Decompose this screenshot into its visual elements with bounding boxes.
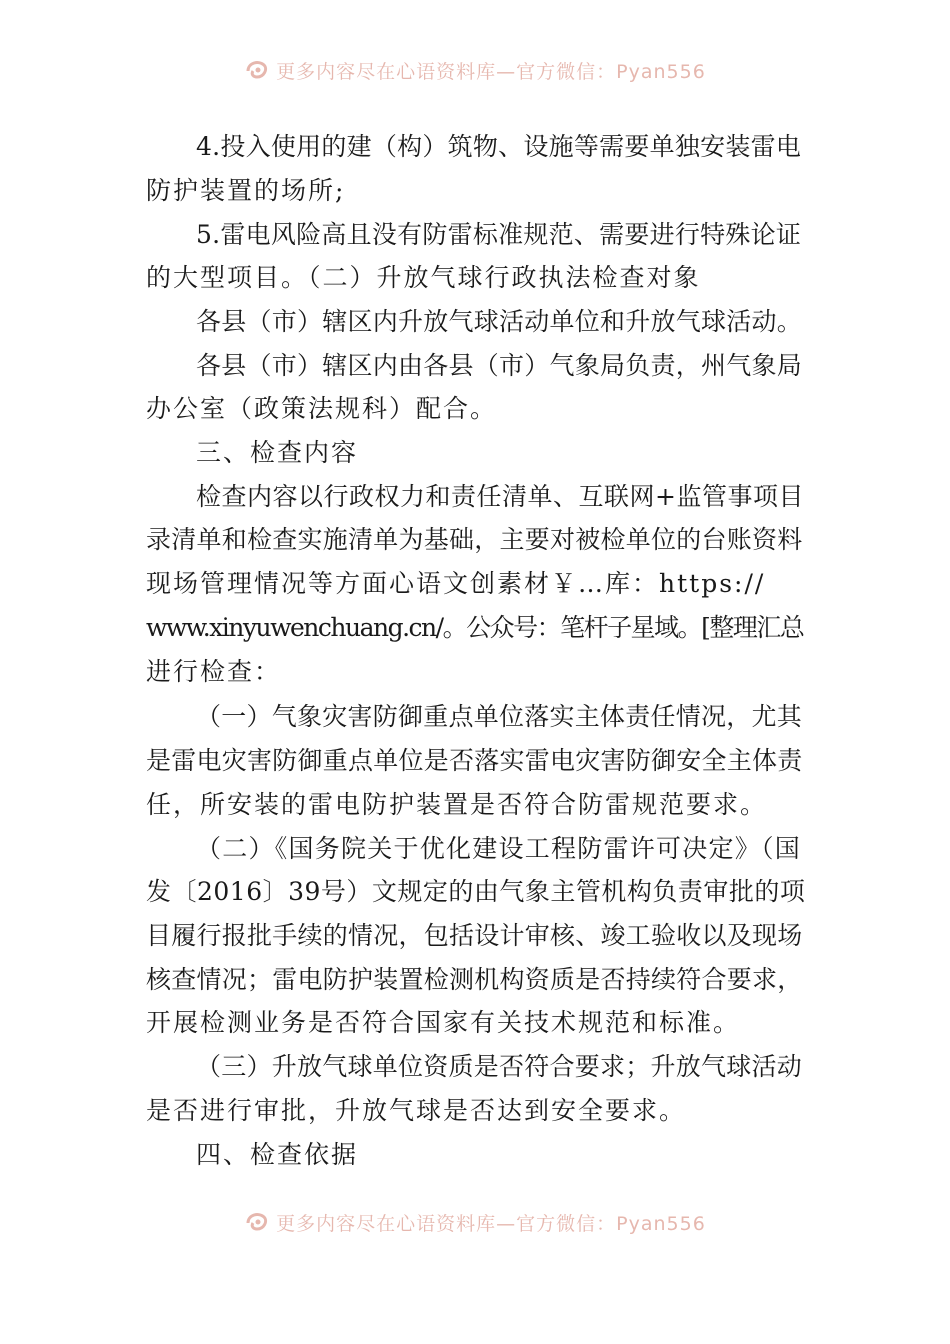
text-line: 各县（市）辖区内升放气球活动单位和升放气球活动。	[196, 307, 803, 336]
section-heading: 三、检查内容	[196, 438, 359, 467]
watermark-header	[0, 50, 950, 90]
text-line: 防护装置的场所;	[146, 176, 346, 205]
text-line: 录清单和检查实施清单为基础，主要对被检单位的台账资料	[146, 525, 803, 554]
text-line: （二）《国务院关于优化建设工程防雷许可决定》（国	[196, 834, 802, 863]
text-line: 核查情况；雷电防护装置检测机构资质是否持续符合要求，	[146, 965, 803, 994]
brand-logo-icon	[244, 1209, 270, 1235]
text-line: 发〔2016〕39号）文规定的由气象主管机构负责审批的项	[146, 877, 806, 906]
text-line: 检查内容以行政权力和责任清单、互联网+监管事项目	[196, 482, 804, 511]
text-line: （三）升放气球单位资质是否符合要求；升放气球活动	[196, 1052, 803, 1081]
text-line: 现场管理情况等方面心语文创素材￥…库：https://	[146, 569, 766, 598]
text-line: 4.投入使用的建（构）筑物、设施等需要单独安装雷电	[196, 132, 802, 161]
brand-logo-icon	[244, 57, 270, 83]
text-line: 各县（市）辖区内由各县（市）气象局负责，州气象局	[196, 351, 803, 380]
watermark-text: 更多内容尽在心语资料库—官方微信：Pyan556	[276, 60, 706, 83]
watermark-text: 更多内容尽在心语资料库—官方微信：Pyan556	[276, 1212, 706, 1235]
watermark-footer	[0, 1202, 950, 1242]
text-line: 是否进行审批，升放气球是否达到安全要求。	[146, 1096, 687, 1125]
text-line: （一）气象灾害防御重点单位落实主体责任情况，尤其	[196, 702, 803, 731]
text-line: 办公室（政策法规科）配合。	[146, 394, 498, 423]
text-line: 进行检查：	[146, 657, 282, 686]
text-line: 的大型项目。（二）升放气球行政执法检查对象	[146, 263, 701, 292]
text-line: 目履行报批手续的情况，包括设计审核、竣工验收以及现场	[146, 921, 803, 950]
text-line: 任，所安装的雷电防护装置是否符合防雷规范要求。	[146, 790, 768, 819]
text-line: 开展检测业务是否符合国家有关技术规范和标准。	[146, 1008, 741, 1037]
text-line: 是雷电灾害防御重点单位是否落实雷电灾害防御安全主体责	[146, 746, 803, 775]
text-line: www.xinyuwenchuang.cn/。公众号：笔杆子星域。[整理汇总	[146, 613, 804, 642]
section-heading: 四、检查依据	[196, 1140, 359, 1169]
text-line: 5.雷电风险高且没有防雷标准规范、需要进行特殊论证	[196, 220, 802, 249]
